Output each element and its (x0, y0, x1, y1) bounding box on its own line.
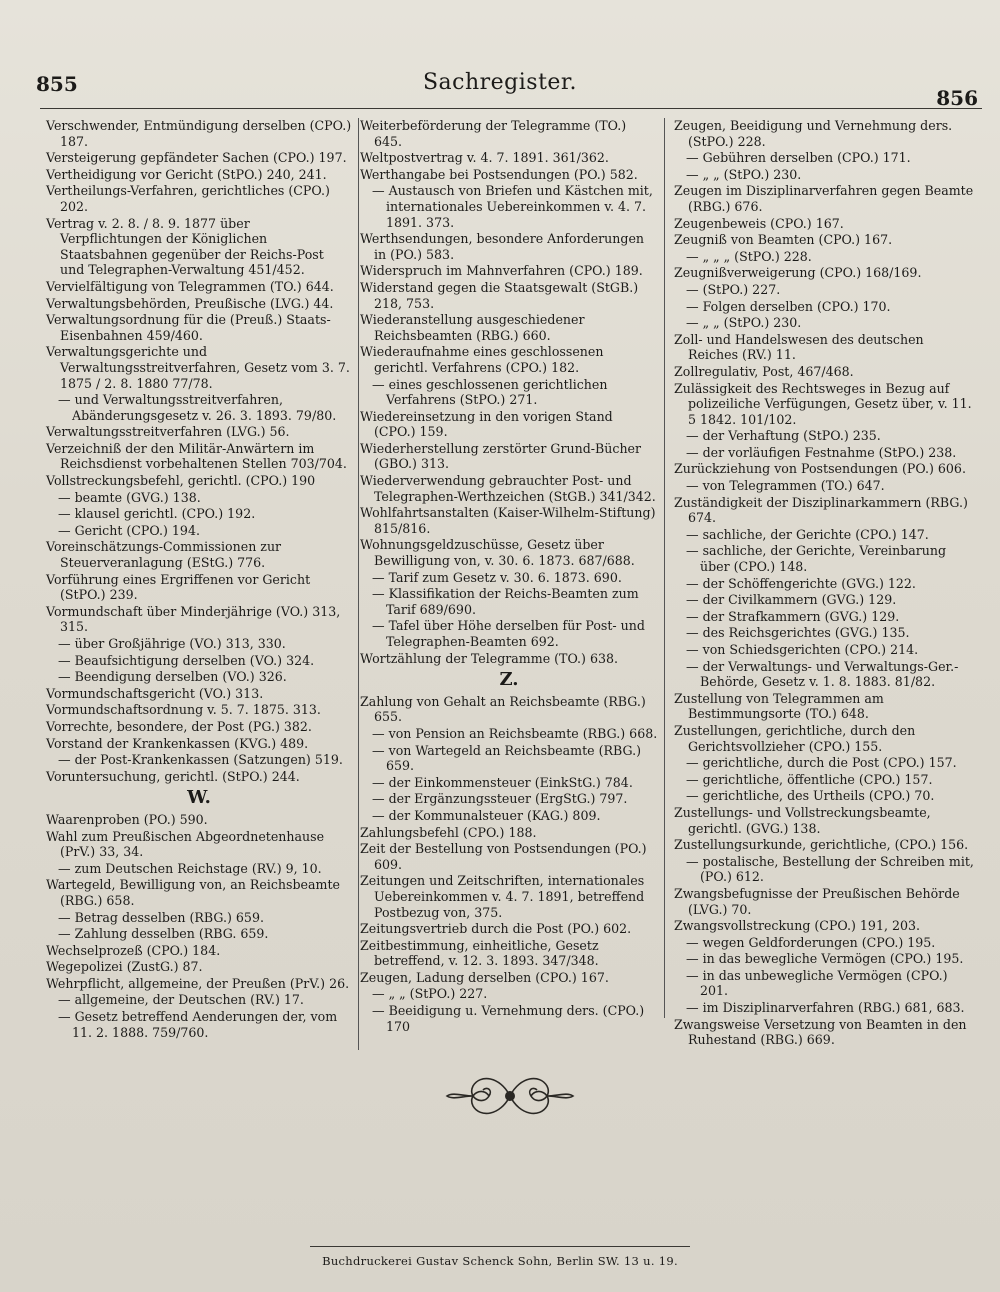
index-subentry: — postalische, Bestellung der Schreiben mit, (PO.) 612. (686, 853, 974, 885)
index-subentry: — in das bewegliche Vermögen (CPO.) 195. (686, 951, 964, 967)
index-entry: Zeugnißverweigerung (CPO.) 168/169. (674, 265, 922, 281)
index-subentry: — „ „ (StPO.) 230. (686, 315, 802, 331)
index-subentry: — Zahlung desselben (RBG. 659. (58, 926, 269, 942)
index-entry: Wiederherstellung zerstörter Grund-Bücher (GBO.) 313. (360, 440, 642, 472)
index-entry: Verwaltungsbehörden, Preußische (LVG.) 44. (46, 295, 334, 311)
index-entry: Zeitungen und Zeitschriften, internationales Uebereinkommen v. 4. 7. 1891, betreffend Postbezug von, 375. (360, 873, 645, 920)
index-entry: Zollregulativ, Post, 467/468. (674, 363, 854, 379)
index-subentry: — der Civilkammern (GVG.) 129. (686, 592, 897, 608)
index-column-left (46, 118, 359, 1050)
index-subentry: — im Disziplinarverfahren (RBG.) 681, 683. (686, 1000, 965, 1016)
page-number-left: 855 (36, 72, 78, 96)
index-entry: Zeugen im Disziplinarverfahren gegen Beamte (RBG.) 676. (674, 183, 974, 214)
index-entry: Widerspruch im Mahnverfahren (CPO.) 189. (360, 263, 643, 279)
index-entry: Zwangsbefugnisse der Preußischen Behörde (LVG.) 70. (674, 885, 960, 917)
index-subentry: — des Reichsgerichtes (GVG.) 135. (686, 625, 910, 641)
index-subentry: — Austausch von Briefen und Kästchen mit, internationales Uebereinkommen v. 4. 7. 1891. 373. (372, 183, 653, 230)
index-entry: Zustellungsurkunde, gerichtliche, (CPO.) 156. (674, 837, 969, 853)
index-entry: Wiederanstellung ausgeschiedener Reichsbeamten (RBG.) 660. (360, 312, 585, 343)
index-entry: Vertheidigung vor Gericht (StPO.) 240, 241. (46, 166, 327, 182)
index-subentry: — der vorläufigen Festnahme (StPO.) 238. (686, 444, 957, 460)
index-subentry: — Klassifikation der Reichs-Beamten zum Tarif 689/690. (372, 586, 639, 617)
index-entry: Verwaltungsordnung für die (Preuß.) Staats-Eisenbahnen 459/460. (46, 312, 331, 343)
index-subentry: — Tafel über Höhe derselben für Post- und Telegraphen-Beamten 692. (372, 618, 645, 649)
index-subentry: — von Pension an Reichsbeamte (RBG.) 668. (372, 725, 658, 741)
index-entry: Zeitungsvertrieb durch die Post (PO.) 602. (360, 921, 632, 937)
index-entry: Vorrechte, besondere, der Post (PG.) 382. (46, 718, 312, 734)
index-entry: Zwangsvollstreckung (CPO.) 191, 203. (674, 918, 921, 934)
index-entry: Zustellungen, gerichtliche, durch den Gerichtsvollzieher (CPO.) 155. (674, 722, 916, 754)
index-entry: Zeitbestimmung, einheitliche, Gesetz betreffend, v. 12. 3. 1893. 347/348. (360, 937, 599, 969)
index-subentry: — der Verhaftung (StPO.) 235. (686, 428, 881, 444)
index-entry: Waarenproben (PO.) 590. (46, 811, 208, 827)
index-subentry: — zum Deutschen Reichstage (RV.) 9, 10. (58, 860, 322, 876)
index-subentry: — von Schiedsgerichten (CPO.) 214. (686, 642, 919, 657)
index-entry: Wortzählung der Telegramme (TO.) 638. (360, 650, 619, 666)
index-subentry: — der Verwaltungs- und Verwaltungs-Ger.-Behörde, Gesetz v. 1. 8. 1883. 81/82. (686, 658, 959, 690)
index-subentry: — Beeidigung u. Vernehmung ders. (CPO.) 170 (372, 1003, 645, 1034)
index-entry: Werthangabe bei Postsendungen (PO.) 582. (360, 166, 638, 182)
index-entry: Zeit der Bestellung von Postsendungen (PO.) 609. (360, 841, 647, 872)
index-entry: Werthsendungen, besondere Anforderungen in (PO.) 583. (360, 231, 645, 262)
index-entry: Wehrpflicht, allgemeine, der Preußen (PrV.) 26. (46, 975, 350, 991)
index-entry: Voruntersuchung, gerichtl. (StPO.) 244. (46, 768, 300, 784)
index-subentry: — der Einkommensteuer (EinkStG.) 784. (372, 774, 633, 790)
index-entry: Wiedereinsetzung in den vorigen Stand (CPO.) 159. (360, 408, 613, 440)
index-subentry: — Folgen derselben (CPO.) 170. (686, 298, 891, 314)
index-entry: Widerstand gegen die Staatsgewalt (StGB.) 218, 753. (360, 279, 639, 311)
header-rule (40, 108, 982, 109)
index-subentry: — (StPO.) 227. (686, 281, 781, 297)
index-entry: Verwaltungsgerichte und Verwaltungsstreitverfahren, Gesetz vom 3. 7. 1875 / 2. 8. 1880 77/78. (46, 344, 350, 391)
index-subentry: — der Schöffengerichte (GVG.) 122. (686, 575, 916, 591)
index-entry: Vormundschaft über Minderjährige (VO.) 313, 315. (46, 603, 341, 635)
index-entry: Weiterbeförderung der Telegramme (TO.) 645. (360, 118, 627, 149)
index-entry: Vormundschaftsgericht (VO.) 313. (46, 685, 264, 701)
index-entry: Vormundschaftsordnung v. 5. 7. 1875. 313. (46, 702, 321, 718)
index-subentry: — wegen Geldforderungen (CPO.) 195. (686, 934, 936, 950)
index-subentry: — der Ergänzungssteuer (ErgStG.) 797. (372, 791, 628, 807)
index-subentry: — Tarif zum Gesetz v. 30. 6. 1873. 690. (372, 569, 622, 585)
index-subentry: — sachliche, der Gerichte, Vereinbarung über (CPO.) 148. (686, 543, 947, 575)
section-letter: Z. (499, 669, 519, 691)
index-subentry: — Gebühren derselben (CPO.) 171. (686, 150, 911, 166)
index-entry: Zeugenbeweis (CPO.) 167. (674, 215, 844, 231)
index-subentry: — in das unbewegliche Vermögen (CPO.) 201. (686, 967, 948, 999)
index-subentry: — allgemeine, der Deutschen (RV.) 17. (58, 992, 304, 1008)
index-subentry: — „ „ „ (StPO.) 228. (686, 248, 812, 264)
index-subentry: — gerichtliche, des Urtheils (CPO.) 70. (686, 788, 935, 804)
index-entry: Vorführung eines Ergriffenen vor Gericht (StPO.) 239. (46, 571, 311, 603)
index-entry: Vorstand der Krankenkassen (KVG.) 489. (46, 735, 309, 751)
index-entry: Vertrag v. 2. 8. / 8. 9. 1877 über Verpflichtungen der Königlichen Staatsbahnen gegenüber der Reichs-Post und Telegraphen-Verwaltung 451/452. (46, 215, 324, 278)
section-letter: W. (187, 787, 211, 809)
index-entry: Zustellung von Telegrammen am Bestimmungsorte (TO.) 648. (674, 690, 884, 722)
index-subentry: — und Verwaltungsstreitverfahren, Abänderungsgesetz v. 26. 3. 1893. 79/80. (58, 392, 337, 423)
printer-imprint: Buchdruckerei Gustav Schenck Sohn, Berlin SW. 13 u. 19. (322, 1254, 678, 1268)
index-entry: Wartegeld, Bewilligung von, an Reichsbeamte (RBG.) 658. (46, 877, 340, 908)
index-entry: Vollstreckungsbefehl, gerichtl. (CPO.) 190 (46, 473, 316, 489)
index-column-right (674, 118, 974, 1049)
index-entry: Wiederaufnahme eines geschlossenen gerichtl. Verfahrens (CPO.) 182. (360, 344, 604, 375)
index-entry: Vervielfältigung von Telegrammen (TO.) 644. (46, 278, 334, 294)
index-entry: Zahlungsbefehl (CPO.) 188. (360, 824, 537, 840)
index-entry: Zulässigkeit des Rechtsweges in Bezug auf polizeiliche Verfügungen, Gesetz über, v. 11. 5 1842. 101/102. (674, 380, 972, 427)
index-subentry: — gerichtliche, durch die Post (CPO.) 157. (686, 755, 957, 771)
index-entry: Versteigerung gepfändeter Sachen (CPO.) 197. (46, 150, 347, 166)
index-entry: Wechselprozeß (CPO.) 184. (46, 942, 221, 958)
index-subentry: — von Wartegeld an Reichsbeamte (RBG.) 659. (372, 742, 642, 774)
index-entry: Zeugen, Beeidigung und Vernehmung ders. (StPO.) 228. (674, 118, 953, 149)
decorative-ornament (445, 1066, 575, 1126)
index-entry: Wiederverwendung gebrauchter Post- und Telegraphen-Werthzeichen (StGB.) 341/342. (360, 473, 656, 504)
index-subentry: — Beaufsichtigung derselben (VO.) 324. (58, 652, 315, 668)
index-subentry: — Gericht (CPO.) 194. (58, 522, 200, 538)
index-subentry: — Gesetz betreffend Aenderungen der, vom 11. 2. 1888. 759/760. (58, 1009, 338, 1040)
index-subentry: — eines geschlossenen gerichtlichen Verfahrens (StPO.) 271. (372, 376, 608, 408)
index-entry: Wohnungsgeldzuschüsse, Gesetz über Bewilligung von, v. 30. 6. 1873. 687/688. (360, 537, 635, 569)
index-entry: Zurückziehung von Postsendungen (PO.) 606. (674, 461, 966, 477)
index-subentry: — über Großjährige (VO.) 313, 330. (58, 636, 286, 651)
index-entry: Weltpostvertrag v. 4. 7. 1891. 361/362. (360, 150, 609, 166)
index-column-middle (360, 118, 665, 1034)
index-subentry: — der Post-Krankenkassen (Satzungen) 519. (58, 752, 343, 768)
index-subentry: — „ „ (StPO.) 230. (686, 166, 802, 182)
page-number-right: 856 (936, 86, 978, 110)
index-entry: Zustellungs- und Vollstreckungsbeamte, gerichtl. (GVG.) 138. (674, 804, 931, 836)
index-subentry: — „ „ (StPO.) 227. (372, 986, 488, 1002)
index-entry: Wohlfahrtsanstalten (Kaiser-Wilhelm-Stiftung) 815/816. (360, 505, 656, 536)
index-entry: Voreinschätzungs-Commissionen zur Steuerveranlagung (EStG.) 776. (46, 539, 282, 571)
index-subentry: — Betrag desselben (RBG.) 659. (58, 909, 264, 925)
index-entry: Zuständigkeit der Disziplinarkammern (RBG.) 674. (674, 494, 968, 526)
index-entry: Zoll- und Handelswesen des deutschen Reiches (RV.) 11. (674, 331, 924, 363)
index-subentry: — klausel gerichtl. (CPO.) 192. (58, 506, 256, 522)
index-entry: Wegepolizei (ZustG.) 87. (46, 959, 203, 975)
index-subentry: — beamte (GVG.) 138. (58, 489, 201, 505)
footer-rule (310, 1246, 690, 1247)
index-entry: Zeugniß von Beamten (CPO.) 167. (674, 232, 893, 248)
index-entry: Zwangsweise Versetzung von Beamten in den Ruhestand (RBG.) 669. (674, 1016, 967, 1048)
index-entry: Verzeichniß der den Militär-Anwärtern im Reichsdienst vorbehaltenen Stellen 703/704. (46, 440, 347, 472)
index-subentry: — gerichtliche, öffentliche (CPO.) 157. (686, 771, 933, 787)
index-entry: Verwaltungsstreitverfahren (LVG.) 56. (46, 424, 290, 440)
index-subentry: — der Kommunalsteuer (KAG.) 809. (372, 807, 601, 823)
index-entry: Vertheilungs-Verfahren, gerichtliches (CPO.) 202. (46, 183, 330, 214)
index-subentry: — von Telegrammen (TO.) 647. (686, 478, 885, 494)
index-subentry: — der Strafkammern (GVG.) 129. (686, 608, 900, 624)
index-subentry: — Beendigung derselben (VO.) 326. (58, 669, 287, 685)
index-entry: Wahl zum Preußischen Abgeordnetenhause (PrV.) 33, 34. (46, 828, 325, 860)
index-entry: Verschwender, Entmündigung derselben (CPO.) 187. (46, 118, 352, 149)
page-title: Sachregister. (422, 70, 578, 95)
index-subentry: — sachliche, der Gerichte (CPO.) 147. (686, 526, 929, 542)
index-entry: Zeugen, Ladung derselben (CPO.) 167. (360, 969, 609, 985)
index-entry: Zahlung von Gehalt an Reichsbeamte (RBG.) 655. (360, 693, 646, 725)
